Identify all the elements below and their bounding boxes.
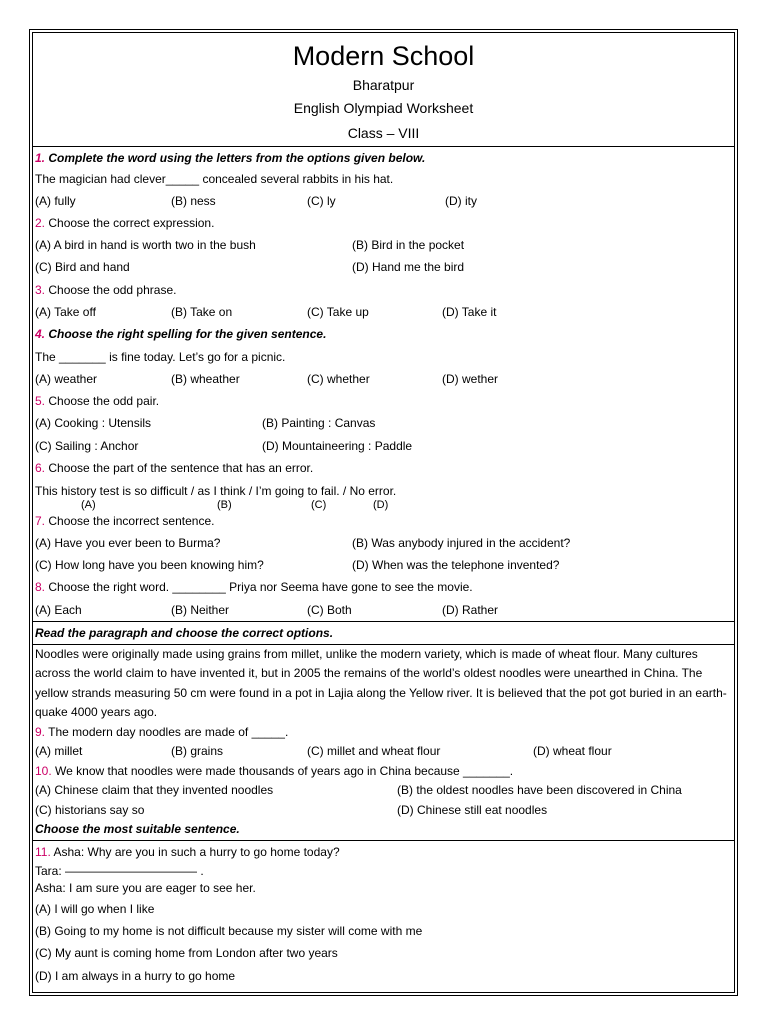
q9-option-c: (C) millet and wheat flour xyxy=(307,744,441,758)
q1-option-a: (A) fully xyxy=(35,194,76,208)
q9-number: 9. xyxy=(35,725,46,739)
q5-question: 5. Choose the odd pair. xyxy=(35,394,160,408)
q4-question: 4. Choose the right spelling for the given sentence. xyxy=(35,327,327,341)
q8-question: 8. Choose the right word. ________ Priya nor Seema have gone to see the movie. xyxy=(35,580,473,594)
q4-option-a: (A) weather xyxy=(35,372,98,386)
q2-option-c: (C) Bird and hand xyxy=(35,260,130,274)
q8-option-c: (C) Both xyxy=(307,603,352,617)
q5-number: 5. xyxy=(35,394,46,408)
q11-option-b: (B) Going to my home is not difficult because my sister will come with me xyxy=(35,924,423,938)
worksheet-title: English Olympiad Worksheet xyxy=(293,100,474,116)
q11-option-c: (C) My aunt is coming home from London after two years xyxy=(35,946,338,960)
q1-sentence: The magician had clever_____ concealed several rabbits in his hat. xyxy=(35,172,394,186)
q8-number: 8. xyxy=(35,580,46,594)
q7-number: 7. xyxy=(35,514,46,528)
q9-option-a: (A) millet xyxy=(35,744,83,758)
q10-question: 10. We know that noodles were made thousands of years ago in China because _______. xyxy=(35,764,514,778)
q2-option-b: (B) Bird in the pocket xyxy=(352,238,465,252)
reading-paragraph: Noodles were originally made using grains from millet, unlike the modern variety, which is made of wheat flour. Many cultures across the world claim to have invented it, but in 2005 the remains of the world’s oldest noodles were unearthed in China. The yellow strands measuring 50 cm were found in a pot in Lajia along the Yellow river. It is believed that the pot got buried in an earth-quake 4000 years ago. xyxy=(35,647,727,719)
q5-option-c: (C) Sailing : Anchor xyxy=(35,439,139,453)
q9-question: 9. The modern day noodles are made of _____. xyxy=(35,725,289,739)
school-title: Modern School xyxy=(292,41,475,71)
q4-option-c: (C) whether xyxy=(307,372,370,386)
q8-option-a: (A) Each xyxy=(35,603,82,617)
q5-option-b: (B) Painting : Canvas xyxy=(262,416,376,430)
q11-number: 11. xyxy=(35,845,51,859)
q7-option-b: (B) Was anybody injured in the accident? xyxy=(352,536,571,550)
q3-number: 3. xyxy=(35,283,46,297)
q1-option-d: (D) ity xyxy=(445,194,477,208)
q1-number: 1. xyxy=(35,151,46,165)
q7-option-a: (A) Have you ever been to Burma? xyxy=(35,536,221,550)
q6-number: 6. xyxy=(35,461,46,475)
q5-option-d: (D) Mountaineering : Paddle xyxy=(262,439,413,453)
q1-option-c: (C) ly xyxy=(307,194,336,208)
q10-option-c: (C) historians say so xyxy=(35,803,145,817)
q10-option-b: (B) the oldest noodles have been discovered in China xyxy=(397,783,682,797)
q10-option-a: (A) Chinese claim that they invented noodles xyxy=(35,783,274,797)
q2-option-d: (D) Hand me the bird xyxy=(352,260,465,274)
q7-question: 7. Choose the incorrect sentence. xyxy=(35,514,215,528)
q8-option-d: (D) Rather xyxy=(442,603,499,617)
q7-option-c: (C) How long have you been knowing him? xyxy=(35,558,264,572)
q11-option-a: (A) I will go when I like xyxy=(35,902,155,916)
q11-asha-line: Asha: I am sure you are eager to see her. xyxy=(35,881,256,895)
q10-option-d: (D) Chinese still eat noodles xyxy=(397,803,548,817)
q4-option-d: (D) wether xyxy=(442,372,499,386)
q9-option-d: (D) wheat flour xyxy=(533,744,612,758)
reading-heading: Read the paragraph and choose the correct options. xyxy=(35,626,334,640)
school-location: Bharatpur xyxy=(352,77,415,93)
q11-tara-line: Tara: ——————————— . xyxy=(35,864,204,878)
q2-option-a: (A) A bird in hand is worth two in the bush xyxy=(35,238,256,252)
q6-label-c: (C) xyxy=(311,499,327,511)
q10-number: 10. xyxy=(35,764,52,778)
q1-question: 1. Complete the word using the letters from the options given below. xyxy=(35,151,426,165)
q6-label-b: (B) xyxy=(217,499,232,511)
q5-option-a: (A) Cooking : Utensils xyxy=(35,416,152,430)
section3-heading: Choose the most suitable sentence. xyxy=(35,822,240,836)
q4-option-b: (B) wheather xyxy=(171,372,240,386)
q9-option-b: (B) grains xyxy=(171,744,224,758)
q6-label-a: (A) xyxy=(81,499,96,511)
q7-option-d: (D) When was the telephone invented? xyxy=(352,558,560,572)
q8-option-b: (B) Neither xyxy=(171,603,230,617)
q3-option-b: (B) Take on xyxy=(171,305,233,319)
q1-option-b: (B) ness xyxy=(171,194,216,208)
class-label: Class – VIII xyxy=(347,125,420,141)
q6-question: 6. Choose the part of the sentence that has an error. xyxy=(35,461,314,475)
q4-number: 4. xyxy=(35,327,46,341)
q3-option-a: (A) Take off xyxy=(35,305,96,319)
q11-option-d: (D) I am always in a hurry to go home xyxy=(35,969,236,983)
q6-sentence: This history test is so difficult / as I think / I’m going to fail. / No error. xyxy=(35,484,397,498)
section3-divider xyxy=(32,840,735,841)
q3-option-d: (D) Take it xyxy=(442,305,497,319)
header-divider xyxy=(32,146,735,147)
reading-divider xyxy=(32,621,735,622)
q6-label-d: (D) xyxy=(373,499,389,511)
q2-number: 2. xyxy=(35,216,46,230)
q4-sentence: The _______ is fine today. Let’s go for a picnic. xyxy=(35,350,286,364)
q2-question: 2. Choose the correct expression. xyxy=(35,216,215,230)
q3-question: 3. Choose the odd phrase. xyxy=(35,283,177,297)
q3-option-c: (C) Take up xyxy=(307,305,369,319)
q11-question: 11. Asha: Why are you in such a hurry to go home today? xyxy=(35,845,340,859)
